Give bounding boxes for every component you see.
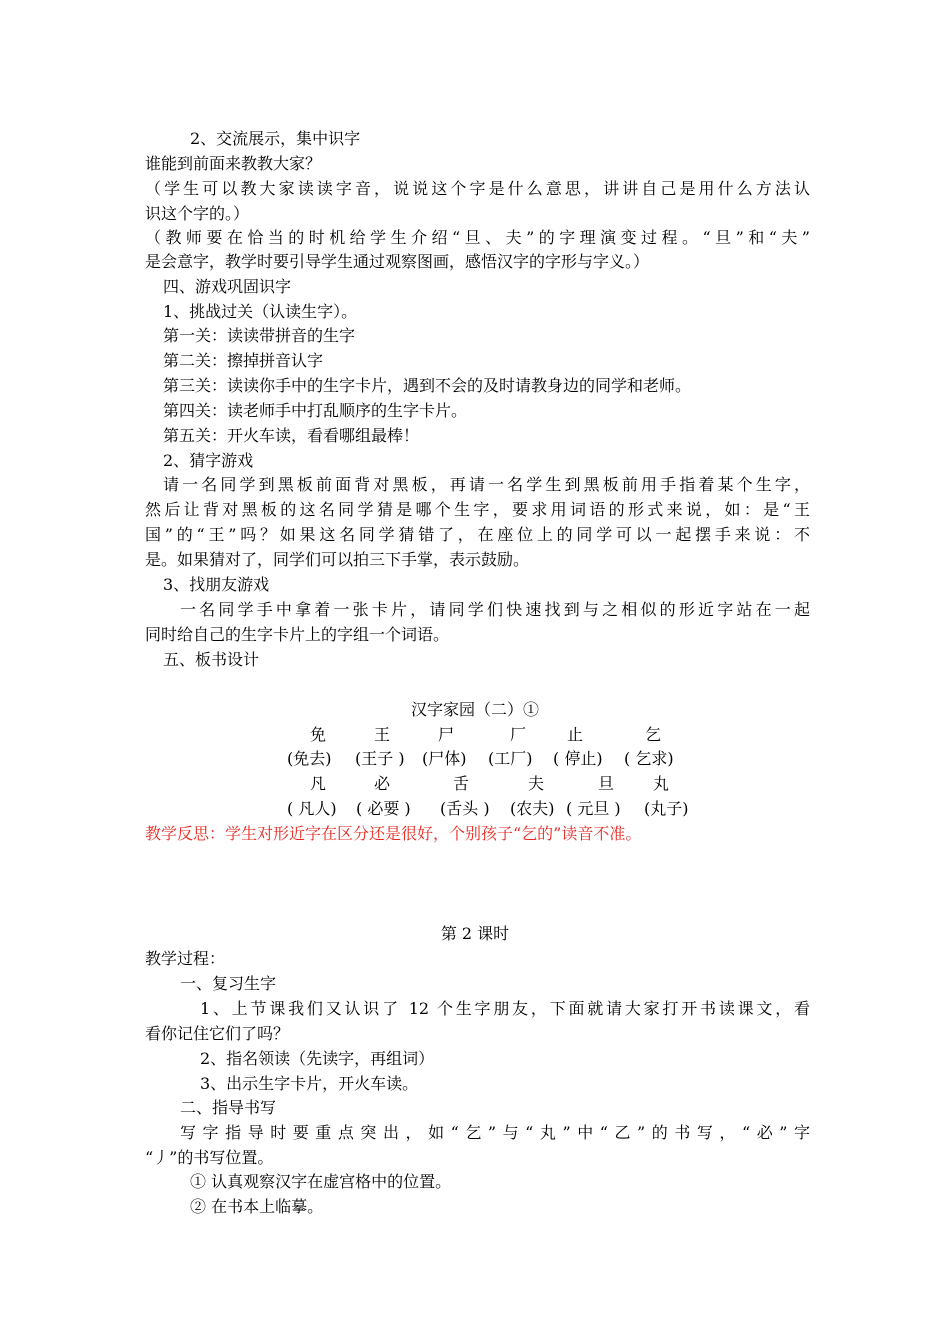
board-character: 必 — [374, 774, 391, 793]
lesson-heading: 第 2 课时 — [440, 924, 510, 943]
paragraph-line: 看你记住它们了吗？ — [145, 1024, 290, 1043]
board-word: (尸体) — [422, 749, 467, 768]
step-heading: 3、找朋友游戏 — [163, 575, 270, 594]
board-character: 厂 — [510, 725, 527, 744]
board-character: 舌 — [453, 774, 470, 793]
board-word: (舌头 ) — [440, 799, 490, 818]
section-heading: 五、板书设计 — [163, 650, 260, 669]
board-character: 王 — [374, 725, 391, 744]
board-row-words — [0, 796, 950, 821]
board-word: (农夫) — [510, 799, 555, 818]
paragraph-line: 1、上节课我们又认识了 12 个生字朋友，下面就请大家打开书读课文，看 — [200, 999, 810, 1018]
board-word: (工厂) — [488, 749, 533, 768]
section-heading: 二、指导书写 — [180, 1098, 277, 1117]
list-item: 第四关：读老师手中打乱顺序的生字卡片。 — [163, 401, 468, 420]
section-heading: 四、游戏巩固识字 — [163, 277, 292, 296]
paragraph-line: 请一名同学到黑板前面背对黑板，再请一名学生到黑板前用手指着某个生字， — [163, 475, 810, 494]
paragraph-line: 教学过程： — [145, 949, 226, 968]
board-word: (丸子) — [644, 799, 689, 818]
board-row-words — [0, 746, 950, 771]
board-word: (王子 ) — [355, 749, 405, 768]
board-word: ( 凡人) — [287, 799, 337, 818]
teaching-reflection: 教学反思：学生对形近字在区分还是很好，个别孩子“乞的”读音不准。 — [145, 824, 642, 843]
list-item: 第一关：读读带拼音的生字 — [163, 326, 356, 345]
board-character: 止 — [567, 725, 584, 744]
paragraph-line: 是会意字，教学时要引导学生通过观察图画，感悟汉字的字形与字义。） — [145, 252, 650, 271]
board-word: ( 停止) — [553, 749, 603, 768]
list-item: ② 在书本上临摹。 — [190, 1197, 324, 1216]
board-character: 旦 — [598, 774, 615, 793]
list-item: 第二关：擦掉拼音认字 — [163, 351, 324, 370]
paragraph-line: 一名同学手中拿着一张卡片，请同学们快速找到与之相似的形近字站在一起 — [180, 600, 810, 619]
list-item: ① 认真观察汉字在虚宫格中的位置。 — [190, 1172, 452, 1191]
section-heading: 一、复习生字 — [180, 974, 277, 993]
board-character: 免 — [310, 725, 327, 744]
paragraph-line: 写字指导时要重点突出，如“乞”与“丸”中“乙”的书写，“必”字 — [180, 1123, 810, 1142]
paragraph-line: （教师要在恰当的时机给学生介绍“旦、夫”的字理演变过程。“旦”和“夫” — [145, 228, 810, 247]
paragraph-line: 谁能到前面来教教大家？ — [145, 154, 322, 173]
paragraph-line: 国”的“王”吗？如果这名同学猜错了，在座位上的同学可以一起摆手来说：不 — [145, 525, 810, 544]
list-item: 3、出示生字卡片，开火车读。 — [200, 1074, 419, 1093]
board-word: ( 元旦 ) — [566, 799, 621, 818]
list-item: 第三关：读读你手中的生字卡片，遇到不会的及时请教身边的同学和老师。 — [163, 376, 692, 395]
board-word: (免去) — [287, 749, 332, 768]
board-title: 汉字家园（二）① — [410, 700, 539, 719]
step-heading: 2、猜字游戏 — [163, 451, 254, 470]
list-item: 2、指名领读（先读字，再组词） — [200, 1049, 435, 1068]
board-row-characters — [0, 722, 950, 747]
step-heading: 2、交流展示，集中识字 — [190, 129, 361, 148]
board-word: ( 必要 ) — [356, 799, 411, 818]
board-character: 凡 — [310, 774, 327, 793]
list-item: 第五关：开火车读，看看哪组最棒！ — [163, 426, 420, 445]
paragraph-line: 识这个字的。） — [145, 204, 250, 223]
board-row-characters — [0, 771, 950, 796]
paragraph-line: （学生可以教大家读读字音，说说这个字是什么意思，讲讲自己是用什么方法认 — [145, 179, 810, 198]
board-character: 丸 — [653, 774, 670, 793]
board-character: 夫 — [528, 774, 545, 793]
board-word: ( 乞求) — [624, 749, 674, 768]
board-character: 乞 — [645, 725, 662, 744]
step-heading: 1、挑战过关（认读生字）。 — [163, 302, 358, 321]
paragraph-line: 然后让背对黑板的这名同学猜是哪个生字，要求用词语的形式来说，如：是“王 — [145, 500, 810, 519]
board-character: 尸 — [438, 725, 455, 744]
paragraph-line: 是。如果猜对了，同学们可以拍三下手掌，表示鼓励。 — [145, 550, 530, 569]
paragraph-line: 同时给自己的生字卡片上的字组一个词语。 — [145, 625, 450, 644]
paragraph-line: “丿”的书写位置。 — [145, 1148, 274, 1167]
